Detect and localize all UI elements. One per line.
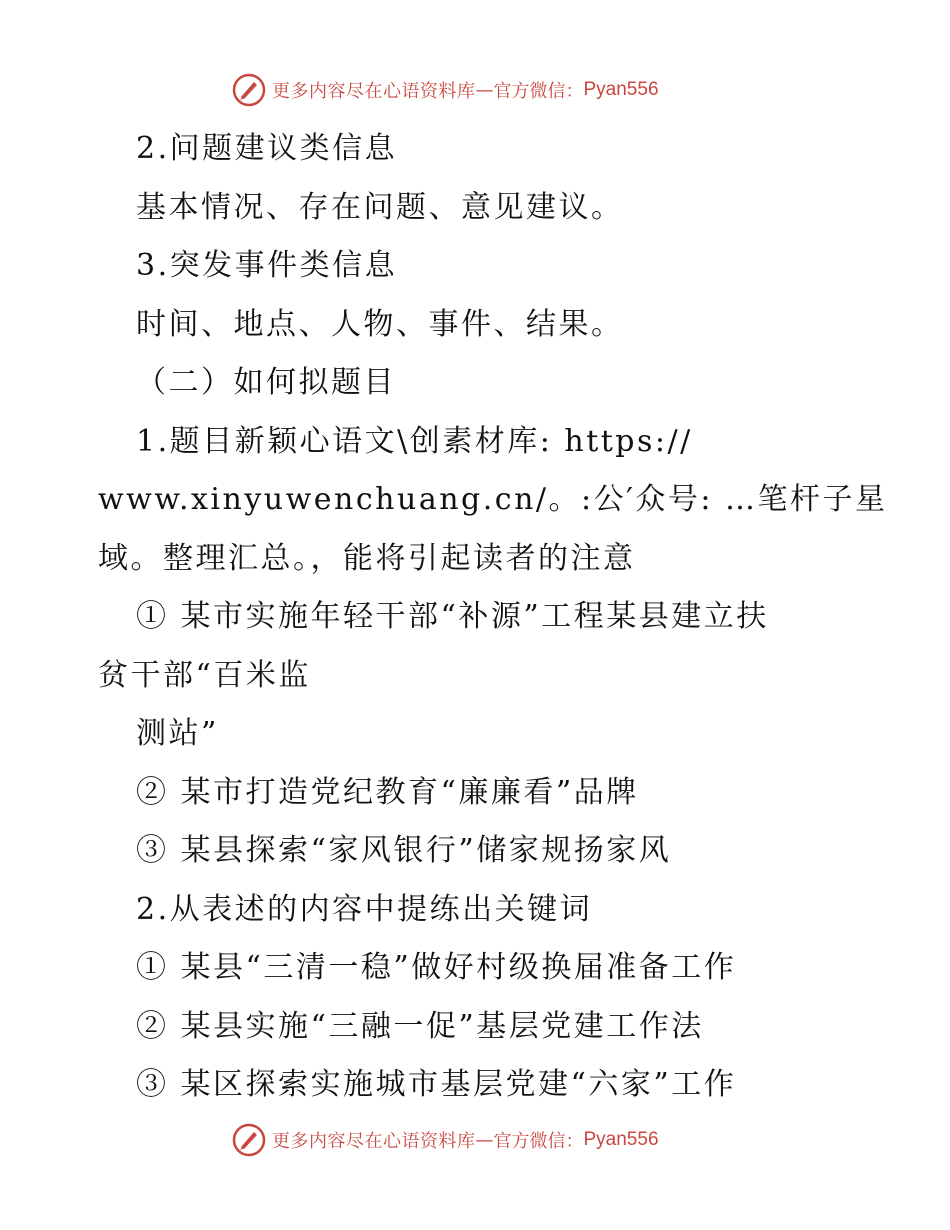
- quill-pen-logo-icon: [232, 73, 266, 107]
- list-item: ③ 某县探索“家风银行”储家规扬家风: [136, 833, 672, 868]
- footer-banner: [232, 1120, 659, 1160]
- paragraph-line: www.xinyuwenchuang.cn/。:公′众号: …笔杆子星: [98, 482, 888, 517]
- paragraph-line: 域。整理汇总。，能将引起读者的注意: [98, 540, 636, 576]
- section-heading-3: 3.突发事件类信息: [136, 248, 398, 283]
- list-item: ① 某市实施年轻干部“补源”工程某县建立扶: [136, 599, 769, 634]
- list-item: ② 某县实施“三融一促”基层党建工作法: [136, 1008, 704, 1044]
- paragraph-line: 1.题目新颖心语文\创素材库: https://: [136, 423, 693, 459]
- banner-wechat-label: 官方微信：: [493, 1131, 584, 1152]
- list-item: ③ 某区探索实施城市基层党建“六家”工作: [136, 1067, 737, 1102]
- banner-separator: —: [475, 79, 494, 101]
- banner-wechat-id: Pyan556: [583, 1129, 659, 1150]
- list-item: ① 某县“三清一稳”做好村级换届准备工作: [136, 950, 737, 985]
- quill-pen-logo-icon: [232, 1123, 266, 1157]
- subsection-heading: 2.从表述的内容中提练出关键词: [136, 891, 593, 927]
- banner-separator: —: [475, 1129, 494, 1151]
- banner-wechat-label: 官方微信：: [493, 81, 584, 102]
- list-item: ② 某市打造党纪教育“廉廉看”品牌: [136, 774, 639, 810]
- paragraph-line: 基本情况、存在问题、意见建议。: [136, 189, 624, 225]
- banner-slogan: 更多内容尽在心语资料库: [272, 1131, 476, 1152]
- paragraph-line: 时间、地点、人物、事件、结果。: [136, 306, 624, 342]
- banner-slogan: 更多内容尽在心语资料库: [272, 81, 476, 102]
- section-heading-2: 2.问题建议类信息: [136, 131, 398, 166]
- section-heading-part-2: （二）如何拟题目: [136, 365, 396, 400]
- banner-wechat-id: Pyan556: [583, 79, 659, 100]
- document-body: [98, 120, 888, 1115]
- header-banner: [232, 70, 659, 110]
- list-item-continuation: 贫干部“百米监: [98, 657, 311, 693]
- list-item-continuation: 测站”: [136, 716, 219, 751]
